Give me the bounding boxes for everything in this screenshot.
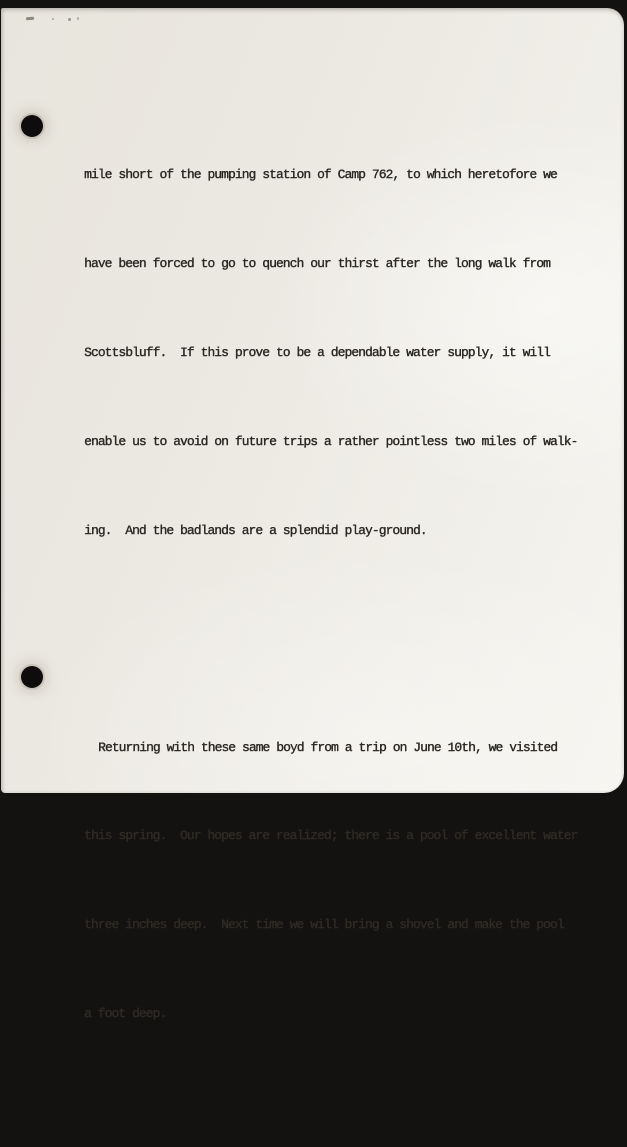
text-line: mile short of the pumping station of Camp 762, to which heretofore we xyxy=(84,167,557,183)
scanned-page xyxy=(1,8,624,1021)
paragraph xyxy=(84,101,577,604)
pencil-mark xyxy=(52,18,54,20)
text-line: Scottsbluff. If this prove to be a dependable water supply, it will xyxy=(84,344,550,360)
text-line: three inches deep. Next time we will bring a shovel and make the pool xyxy=(84,917,564,933)
text-line: have been forced to go to quench our thirst after the long walk from xyxy=(84,256,550,272)
text-line: a foot deep. xyxy=(84,1006,167,1021)
typed-text-block xyxy=(84,42,577,1147)
text-line: this spring. Our hopes are realized; there is a pool of excellent water xyxy=(84,828,578,844)
paragraph xyxy=(84,673,577,1087)
pencil-mark xyxy=(26,17,34,20)
pencil-mark xyxy=(68,18,71,21)
text-line: enable us to avoid on future trips a rather pointless two miles of walk- xyxy=(84,433,578,449)
text-line: ing. And the badlands are a splendid play-ground. xyxy=(84,522,427,538)
text-line: Returning with these same boyd from a trip on June 10th, we visited xyxy=(98,739,558,755)
hole-punch-top xyxy=(21,115,43,137)
hole-punch-bottom xyxy=(21,666,43,688)
pencil-mark xyxy=(77,17,79,20)
